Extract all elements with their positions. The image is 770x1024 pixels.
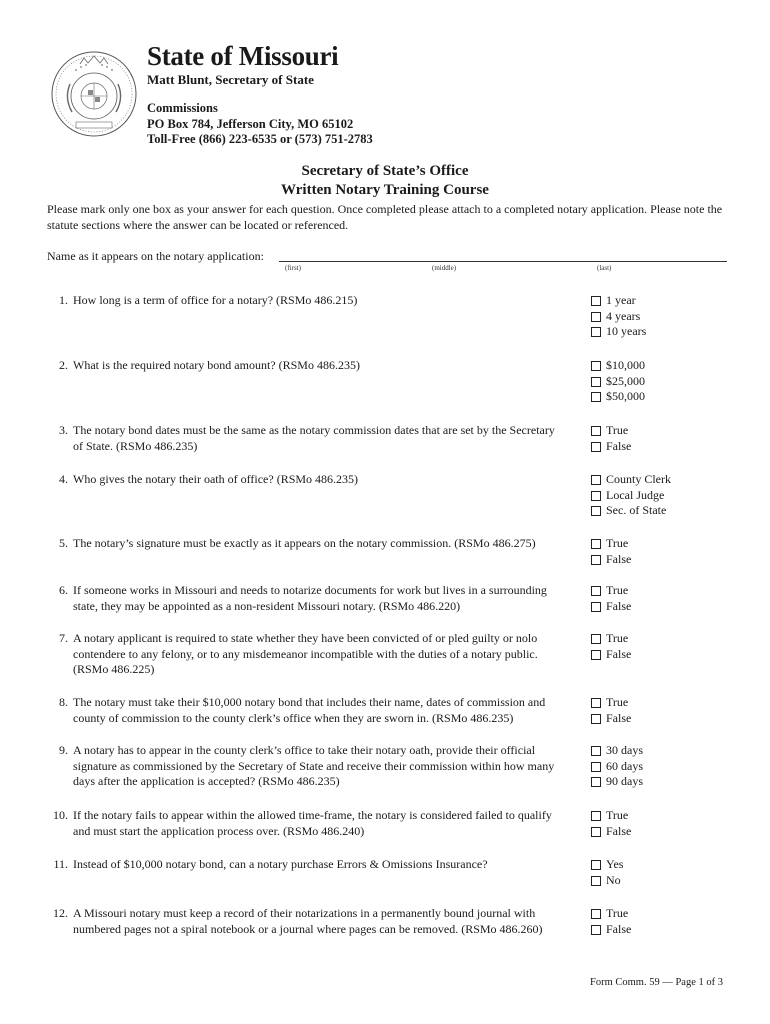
question-5 [44, 536, 564, 552]
question-2 [44, 358, 564, 374]
checkbox[interactable] [591, 602, 601, 612]
secretary-name: Matt Blunt, Secretary of State [147, 72, 314, 87]
name-row [47, 249, 727, 263]
answer-option[interactable]: False [591, 552, 741, 568]
answer-options-3 [591, 423, 741, 454]
name-input-line[interactable] [279, 261, 727, 262]
answer-options-2 [591, 358, 741, 405]
checkbox[interactable] [591, 876, 601, 886]
question-3 [44, 423, 564, 454]
question-number: 7. [59, 631, 68, 645]
answer-option[interactable]: $10,000 [591, 358, 741, 374]
question-text: If someone works in Missouri and needs to notarize documents for work but lives in a surrounding state, they may be appointed as a non-resident Missouri notary. (RSMo 486.220) [73, 583, 547, 613]
answer-option[interactable]: False [591, 922, 741, 938]
answer-options-9 [591, 743, 741, 790]
question-number: 12. [53, 906, 68, 920]
answer-options-6 [591, 583, 741, 614]
answer-options-8 [591, 695, 741, 726]
question-text: The notary bond dates must be the same as the notary commission dates that are set by the Secretary of State. (RSMo 486.235) [73, 423, 555, 453]
instructions: Please mark only one box as your answer for each question. Once completed please attach to a completed notary application. Please note the statute sections where the answer can be located or referenced. [47, 202, 723, 232]
answer-option[interactable]: County Clerk [591, 472, 741, 488]
answer-option[interactable]: Local Judge [591, 488, 741, 504]
answer-option[interactable]: $50,000 [591, 389, 741, 405]
name-last-caption: (last) [597, 264, 612, 272]
answer-options-5 [591, 536, 741, 567]
question-9 [44, 743, 564, 790]
question-number: 5. [59, 536, 68, 550]
question-text: A notary applicant is required to state whether they have been convicted of or pled guilty or nolo contendere to any felony, or to any misdemeanor incompatible with the duties of a notary public. (RSMo 486.225) [73, 631, 538, 677]
answer-option[interactable]: $25,000 [591, 374, 741, 390]
answer-options-1 [591, 293, 741, 340]
answer-option[interactable]: 30 days [591, 743, 741, 759]
question-number: 3. [59, 423, 68, 437]
answer-option[interactable]: False [591, 711, 741, 727]
checkbox[interactable] [591, 925, 601, 935]
answer-option[interactable]: 10 years [591, 324, 741, 340]
name-middle-caption: (middle) [432, 264, 457, 272]
question-text: A Missouri notary must keep a record of their notarizations in a permanently bound journal with numbered pages not a spiral notebook or a journal where pages can be removed. (RSMo 486.260) [73, 906, 543, 936]
checkbox[interactable] [591, 475, 601, 485]
question-number: 10. [53, 808, 68, 822]
checkbox[interactable] [591, 377, 601, 387]
question-number: 9. [59, 743, 68, 757]
question-text: The notary must take their $10,000 notary bond that includes their name, dates of commission and county of commission to the county clerk’s office when they are sworn in. (RSMo 486.235) [73, 695, 546, 725]
answer-options-11 [591, 857, 741, 888]
checkbox[interactable] [591, 555, 601, 565]
answer-option[interactable]: True [591, 906, 741, 922]
checkbox[interactable] [591, 811, 601, 821]
answer-option[interactable]: Sec. of State [591, 503, 741, 519]
course-title: Written Notary Training Course [281, 182, 489, 198]
checkbox[interactable] [591, 650, 601, 660]
name-first-caption: (first) [285, 264, 301, 272]
name-label: Name as it appears on the notary application: [47, 249, 264, 263]
question-number: 2. [59, 358, 68, 372]
answer-option[interactable]: 90 days [591, 774, 741, 790]
checkbox[interactable] [591, 714, 601, 724]
answer-option[interactable]: True [591, 536, 741, 552]
missouri-state-seal-icon [50, 50, 138, 138]
answer-options-12 [591, 906, 741, 937]
question-8 [44, 695, 564, 726]
answer-option[interactable]: True [591, 808, 741, 824]
answer-option[interactable]: True [591, 695, 741, 711]
phone-numbers: Toll-Free (866) 223-6535 or (573) 751-2783 [147, 132, 373, 146]
answer-option[interactable]: True [591, 631, 741, 647]
answer-option[interactable]: False [591, 647, 741, 663]
question-10 [44, 808, 564, 839]
checkbox[interactable] [591, 506, 601, 516]
question-text: What is the required notary bond amount? (RSMo 486.235) [73, 358, 360, 372]
checkbox[interactable] [591, 746, 601, 756]
page-footer: Form Comm. 59 — Page 1 of 3 [590, 977, 723, 988]
mailing-address: PO Box 784, Jefferson City, MO 65102 [147, 116, 354, 131]
answer-option[interactable]: No [591, 873, 741, 889]
question-12 [44, 906, 564, 937]
checkbox[interactable] [591, 426, 601, 436]
answer-option[interactable]: True [591, 423, 741, 439]
answer-option[interactable]: True [591, 583, 741, 599]
question-1 [44, 293, 564, 309]
question-text: Who gives the notary their oath of office? (RSMo 486.235) [73, 472, 359, 486]
answer-option[interactable]: 60 days [591, 759, 741, 775]
department: Commissions [147, 101, 218, 115]
question-6 [44, 583, 564, 614]
answer-options-10 [591, 808, 741, 839]
checkbox[interactable] [591, 539, 601, 549]
checkbox[interactable] [591, 392, 601, 402]
form-heading [0, 162, 770, 200]
answer-option[interactable]: Yes [591, 857, 741, 873]
question-text: The notary’s signature must be exactly as it appears on the notary commission. (RSMo 486.275) [73, 536, 536, 550]
answer-option[interactable]: False [591, 439, 741, 455]
checkbox[interactable] [591, 312, 601, 322]
contact-block [147, 101, 373, 148]
question-text: A notary has to appear in the county clerk’s office to take their notary oath, provide their official signature as commissioned by the Secretary of State and receive their commission within how many days after the application is accepted? (RSMo 486.235) [73, 743, 555, 789]
checkbox[interactable] [591, 777, 601, 787]
checkbox[interactable] [591, 491, 601, 501]
question-text: If the notary fails to appear within the allowed time-frame, the notary is considered failed to qualify and must start the application process over. (RSMo 486.240) [73, 808, 552, 838]
letterhead [147, 40, 373, 148]
question-number: 11. [53, 857, 68, 871]
checkbox[interactable] [591, 762, 601, 772]
answer-option[interactable]: 4 years [591, 309, 741, 325]
checkbox[interactable] [591, 442, 601, 452]
checkbox[interactable] [591, 860, 601, 870]
checkbox[interactable] [591, 361, 601, 371]
question-7 [44, 631, 564, 678]
checkbox[interactable] [591, 827, 601, 837]
checkbox[interactable] [591, 296, 601, 306]
question-text: How long is a term of office for a notary? (RSMo 486.215) [73, 293, 358, 307]
answer-options-7 [591, 631, 741, 662]
checkbox[interactable] [591, 698, 601, 708]
answer-option[interactable]: False [591, 599, 741, 615]
question-text: Instead of $10,000 notary bond, can a notary purchase Errors & Omissions Insurance? [73, 857, 488, 871]
answer-option[interactable]: 1 year [591, 293, 741, 309]
question-number: 8. [59, 695, 68, 709]
checkbox[interactable] [591, 634, 601, 644]
checkbox[interactable] [591, 586, 601, 596]
office-name: Secretary of State’s Office [301, 163, 469, 179]
question-number: 4. [59, 472, 68, 486]
question-number: 6. [59, 583, 68, 597]
page-title: State of Missouri [147, 41, 339, 71]
answer-option[interactable]: False [591, 824, 741, 840]
question-number: 1. [59, 293, 68, 307]
question-11 [44, 857, 564, 873]
checkbox[interactable] [591, 909, 601, 919]
question-4 [44, 472, 564, 488]
answer-options-4 [591, 472, 741, 519]
checkbox[interactable] [591, 327, 601, 337]
